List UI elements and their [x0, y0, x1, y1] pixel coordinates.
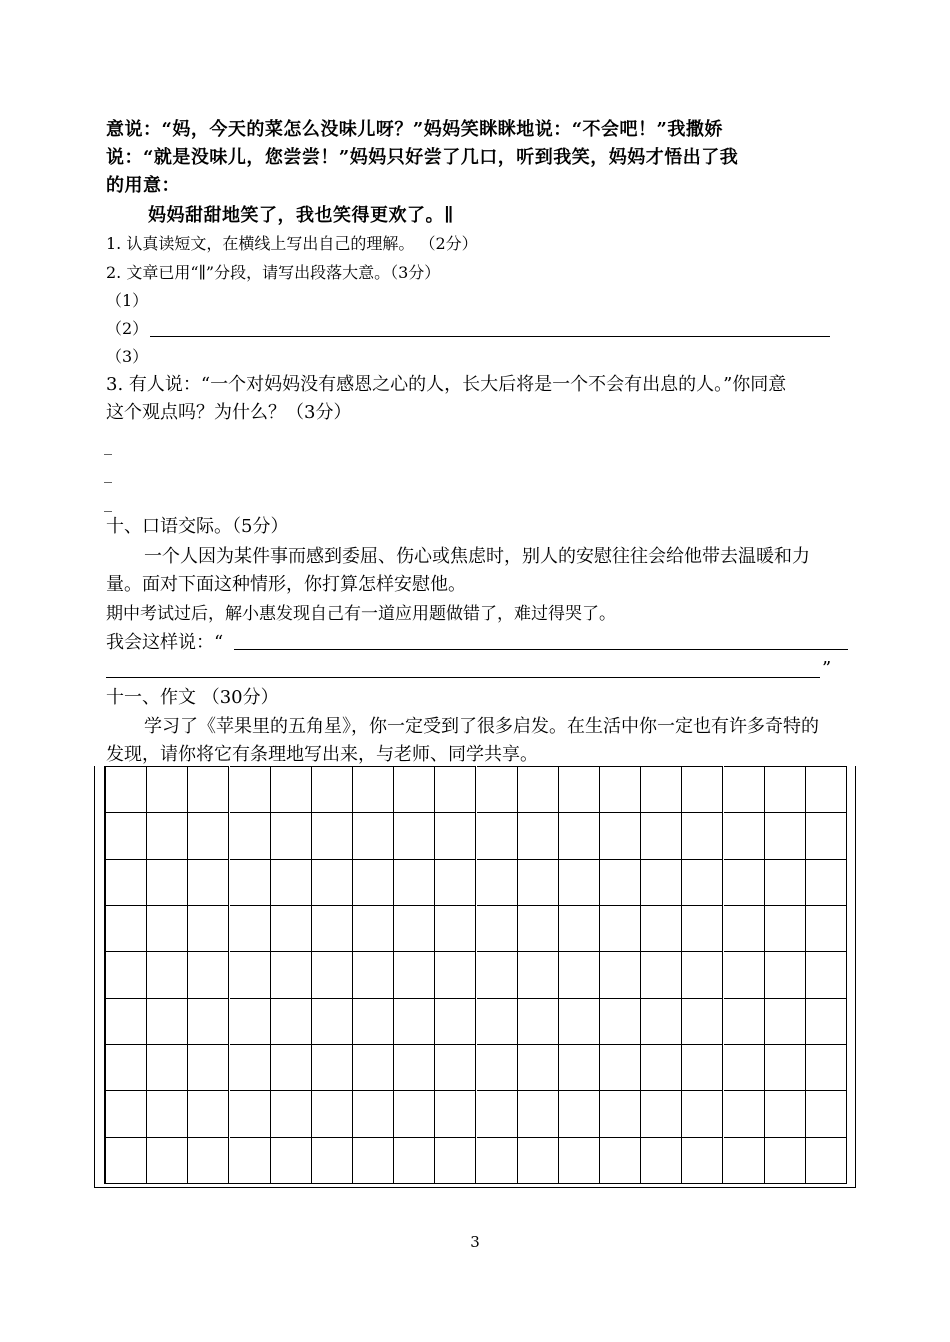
grid-cell[interactable]: [312, 1090, 353, 1136]
grid-cell[interactable]: [312, 905, 353, 951]
grid-cell[interactable]: [106, 859, 147, 905]
grid-cell[interactable]: [271, 1137, 312, 1183]
question-2-item-3: （3）: [106, 347, 149, 366]
grid-cell[interactable]: [600, 859, 641, 905]
answer-line-10b[interactable]: [106, 677, 820, 678]
grid-cell[interactable]: [312, 1137, 353, 1183]
grid-cell[interactable]: [353, 951, 394, 997]
section-10-heading: 十、口语交际。（5分）: [106, 516, 289, 537]
grid-cell[interactable]: [559, 766, 600, 812]
story-line-2: 说：“就是没味儿，您尝尝！”妈妈只好尝了几口，听到我笑，妈妈才悟出了我: [106, 147, 739, 168]
grid-cell[interactable]: [518, 1044, 559, 1090]
grid-cell[interactable]: [353, 905, 394, 951]
grid-cell[interactable]: [230, 905, 271, 951]
grid-cell[interactable]: [477, 1044, 518, 1090]
grid-cell[interactable]: [312, 859, 353, 905]
grid-cell[interactable]: [188, 951, 229, 997]
grid-cell[interactable]: [559, 812, 600, 858]
answer-dash-2[interactable]: _: [104, 464, 112, 483]
grid-cell[interactable]: [188, 905, 229, 951]
grid-cell[interactable]: [435, 1044, 476, 1090]
grid-cell[interactable]: [353, 1090, 394, 1136]
grid-cell[interactable]: [271, 859, 312, 905]
grid-cell[interactable]: [806, 1090, 847, 1136]
section-10-para-1: 一个人因为某件事而感到委屈、伤心或焦虑时，别人的安慰往往会给他带去温暖和力: [144, 546, 810, 567]
grid-cell[interactable]: [765, 766, 806, 812]
grid-cell[interactable]: [312, 1044, 353, 1090]
grid-cell[interactable]: [394, 1137, 435, 1183]
grid-cell[interactable]: [641, 1137, 682, 1183]
grid-cell[interactable]: [435, 998, 476, 1044]
grid-cell[interactable]: [106, 812, 147, 858]
answer-line-2[interactable]: [150, 336, 830, 337]
grid-cell[interactable]: [106, 951, 147, 997]
grid-cell[interactable]: [600, 998, 641, 1044]
grid-cell[interactable]: [477, 1090, 518, 1136]
grid-cell[interactable]: [806, 1044, 847, 1090]
grid-cell[interactable]: [435, 812, 476, 858]
grid-cell[interactable]: [188, 812, 229, 858]
grid-cell[interactable]: [765, 951, 806, 997]
story-line-1: 意说：“妈，今天的菜怎么没味儿呀？”妈妈笑眯眯地说：“不会吧！”我撒娇: [106, 119, 723, 140]
answer-line-10a[interactable]: [234, 649, 848, 650]
grid-cell[interactable]: [394, 905, 435, 951]
grid-cell[interactable]: [518, 766, 559, 812]
grid-cell[interactable]: [641, 1044, 682, 1090]
frame-bottom-border: [94, 1187, 856, 1188]
grid-cell[interactable]: [106, 1137, 147, 1183]
grid-cell[interactable]: [106, 905, 147, 951]
grid-cell[interactable]: [353, 812, 394, 858]
grid-cell[interactable]: [394, 1090, 435, 1136]
grid-cell[interactable]: [271, 1044, 312, 1090]
grid-cell[interactable]: [353, 1137, 394, 1183]
grid-cell[interactable]: [682, 998, 723, 1044]
grid-cell[interactable]: [559, 1044, 600, 1090]
grid-cell[interactable]: [435, 859, 476, 905]
grid-cell[interactable]: [106, 766, 147, 812]
grid-cell[interactable]: [230, 1137, 271, 1183]
grid-cell[interactable]: [765, 998, 806, 1044]
grid-cell[interactable]: [147, 1044, 188, 1090]
grid-cell[interactable]: [188, 1044, 229, 1090]
grid-cell[interactable]: [518, 998, 559, 1044]
grid-cell[interactable]: [806, 766, 847, 812]
grid-cell[interactable]: [188, 859, 229, 905]
grid-cell[interactable]: [230, 1044, 271, 1090]
grid-cell[interactable]: [312, 812, 353, 858]
question-2-item-1: （1）: [106, 291, 149, 310]
grid-cell[interactable]: [641, 905, 682, 951]
answer-suffix: ”: [822, 658, 832, 679]
page-number: 3: [470, 1233, 480, 1251]
grid-cell[interactable]: [600, 766, 641, 812]
grid-cell[interactable]: [765, 1137, 806, 1183]
grid-cell[interactable]: [435, 905, 476, 951]
answer-dash-1[interactable]: _: [104, 436, 112, 455]
grid-cell[interactable]: [147, 859, 188, 905]
grid-cell[interactable]: [641, 951, 682, 997]
grid-cell[interactable]: [477, 859, 518, 905]
grid-cell[interactable]: [600, 1090, 641, 1136]
grid-cell[interactable]: [559, 998, 600, 1044]
grid-cell[interactable]: [394, 951, 435, 997]
grid-cell[interactable]: [106, 1044, 147, 1090]
grid-cell[interactable]: [559, 905, 600, 951]
grid-cell[interactable]: [353, 1044, 394, 1090]
grid-cell[interactable]: [435, 766, 476, 812]
grid-cell[interactable]: [806, 859, 847, 905]
grid-cell[interactable]: [724, 1044, 765, 1090]
grid-cell[interactable]: [188, 766, 229, 812]
grid-cell[interactable]: [724, 951, 765, 997]
grid-cell[interactable]: [477, 905, 518, 951]
answer-dash-3[interactable]: _: [104, 493, 112, 512]
grid-cell[interactable]: [230, 859, 271, 905]
grid-cell[interactable]: [641, 998, 682, 1044]
grid-cell[interactable]: [724, 1090, 765, 1136]
grid-cell[interactable]: [271, 812, 312, 858]
grid-cell[interactable]: [682, 1137, 723, 1183]
story-line-3: 的用意：: [106, 175, 180, 196]
grid-cell[interactable]: [724, 905, 765, 951]
grid-cell[interactable]: [559, 951, 600, 997]
grid-cell[interactable]: [147, 766, 188, 812]
grid-cell[interactable]: [806, 951, 847, 997]
question-2-item-2: （2）: [106, 319, 149, 338]
grid-cell[interactable]: [271, 1090, 312, 1136]
grid-cell[interactable]: [271, 766, 312, 812]
grid-cell[interactable]: [724, 1137, 765, 1183]
grid-cell[interactable]: [230, 951, 271, 997]
grid-cell[interactable]: [682, 905, 723, 951]
grid-cell[interactable]: [518, 905, 559, 951]
grid-cell[interactable]: [559, 859, 600, 905]
grid-cell[interactable]: [682, 859, 723, 905]
grid-cell[interactable]: [518, 1137, 559, 1183]
grid-cell[interactable]: [312, 951, 353, 997]
grid-cell[interactable]: [271, 998, 312, 1044]
frame-right-border: [855, 766, 856, 1188]
grid-cell[interactable]: [682, 766, 723, 812]
grid-cell[interactable]: [559, 1090, 600, 1136]
grid-cell[interactable]: [353, 859, 394, 905]
grid-cell[interactable]: [271, 951, 312, 997]
grid-cell[interactable]: [435, 1137, 476, 1183]
grid-cell[interactable]: [724, 766, 765, 812]
answer-prefix: 我会这样说：“: [106, 632, 224, 653]
grid-cell[interactable]: [724, 812, 765, 858]
grid-cell[interactable]: [682, 951, 723, 997]
section-11-para-2: 发现，请你将它有条理地写出来，与老师、同学共享。: [106, 744, 538, 765]
grid-cell[interactable]: [230, 766, 271, 812]
section-11-para-1: 学习了《苹果里的五角星》，你一定受到了很多启发。在生活中你一定也有许多奇特的: [144, 716, 819, 737]
grid-cell[interactable]: [394, 766, 435, 812]
grid-cell[interactable]: [477, 951, 518, 997]
grid-cell[interactable]: [271, 905, 312, 951]
grid-cell[interactable]: [394, 998, 435, 1044]
grid-cell[interactable]: [682, 812, 723, 858]
grid-cell[interactable]: [600, 1044, 641, 1090]
grid-cell[interactable]: [230, 812, 271, 858]
grid-cell[interactable]: [230, 998, 271, 1044]
grid-cell[interactable]: [806, 905, 847, 951]
story-line-4: 妈妈甜甜地笑了，我也笑得更欢了。∥: [148, 205, 455, 226]
grid-cell[interactable]: [641, 859, 682, 905]
grid-cell[interactable]: [641, 766, 682, 812]
grid-cell[interactable]: [353, 998, 394, 1044]
question-3-line-1: 3. 有人说：“一个对妈妈没有感恩之心的人，长大后将是一个不会有出息的人。”你同意: [106, 374, 787, 395]
section-10-scenario: 期中考试过后，解小惠发现自己有一道应用题做错了，难过得哭了。: [106, 604, 616, 624]
grid-cell[interactable]: [394, 812, 435, 858]
question-2: 2. 文章已用“∥”分段，请写出段落大意。（3分）: [106, 263, 441, 282]
grid-cell[interactable]: [147, 812, 188, 858]
grid-cell[interactable]: [394, 1044, 435, 1090]
grid-cell[interactable]: [682, 1090, 723, 1136]
grid-cell[interactable]: [230, 1090, 271, 1136]
grid-cell[interactable]: [518, 812, 559, 858]
grid-cell[interactable]: [724, 998, 765, 1044]
grid-cell[interactable]: [394, 859, 435, 905]
grid-cell[interactable]: [600, 905, 641, 951]
grid-cell[interactable]: [806, 998, 847, 1044]
grid-cell[interactable]: [106, 1090, 147, 1136]
grid-cell[interactable]: [518, 859, 559, 905]
question-3-line-2: 这个观点吗？为什么？（3分）: [106, 402, 352, 423]
grid-cell[interactable]: [188, 1137, 229, 1183]
grid-cell[interactable]: [188, 1090, 229, 1136]
grid-cell[interactable]: [147, 951, 188, 997]
grid-cell[interactable]: [682, 1044, 723, 1090]
grid-cell[interactable]: [765, 905, 806, 951]
grid-cell[interactable]: [477, 812, 518, 858]
grid-cell[interactable]: [806, 812, 847, 858]
grid-cell[interactable]: [435, 951, 476, 997]
grid-cell[interactable]: [106, 998, 147, 1044]
frame-left-border: [94, 766, 95, 1188]
grid-cell[interactable]: [641, 1090, 682, 1136]
composition-grid-frame: [94, 766, 856, 1188]
grid-cell[interactable]: [147, 998, 188, 1044]
grid-cell[interactable]: [600, 951, 641, 997]
grid-cell[interactable]: [353, 766, 394, 812]
grid-cell[interactable]: [435, 1090, 476, 1136]
composition-grid[interactable]: [104, 766, 847, 1184]
grid-cell[interactable]: [147, 905, 188, 951]
grid-cell[interactable]: [312, 998, 353, 1044]
grid-cell[interactable]: [147, 1137, 188, 1183]
grid-cell[interactable]: [765, 859, 806, 905]
grid-cell[interactable]: [188, 998, 229, 1044]
grid-cell[interactable]: [147, 1090, 188, 1136]
grid-cell[interactable]: [477, 1137, 518, 1183]
grid-cell[interactable]: [600, 1137, 641, 1183]
grid-cell[interactable]: [765, 812, 806, 858]
grid-cell[interactable]: [641, 812, 682, 858]
grid-cell[interactable]: [765, 1044, 806, 1090]
grid-cell[interactable]: [518, 1090, 559, 1136]
grid-cell[interactable]: [806, 1137, 847, 1183]
question-1: 1. 认真读短文，在横线上写出自己的理解。 （2分）: [106, 234, 478, 253]
grid-cell[interactable]: [312, 766, 353, 812]
grid-cell[interactable]: [724, 859, 765, 905]
grid-cell[interactable]: [518, 951, 559, 997]
grid-cell[interactable]: [765, 1090, 806, 1136]
grid-cell[interactable]: [559, 1137, 600, 1183]
section-11-heading: 十一、作文 （30分）: [106, 687, 279, 708]
grid-cell[interactable]: [600, 812, 641, 858]
section-10-para-2: 量。面对下面这种情形，你打算怎样安慰他。: [106, 574, 466, 595]
grid-cell[interactable]: [477, 766, 518, 812]
grid-cell[interactable]: [477, 998, 518, 1044]
